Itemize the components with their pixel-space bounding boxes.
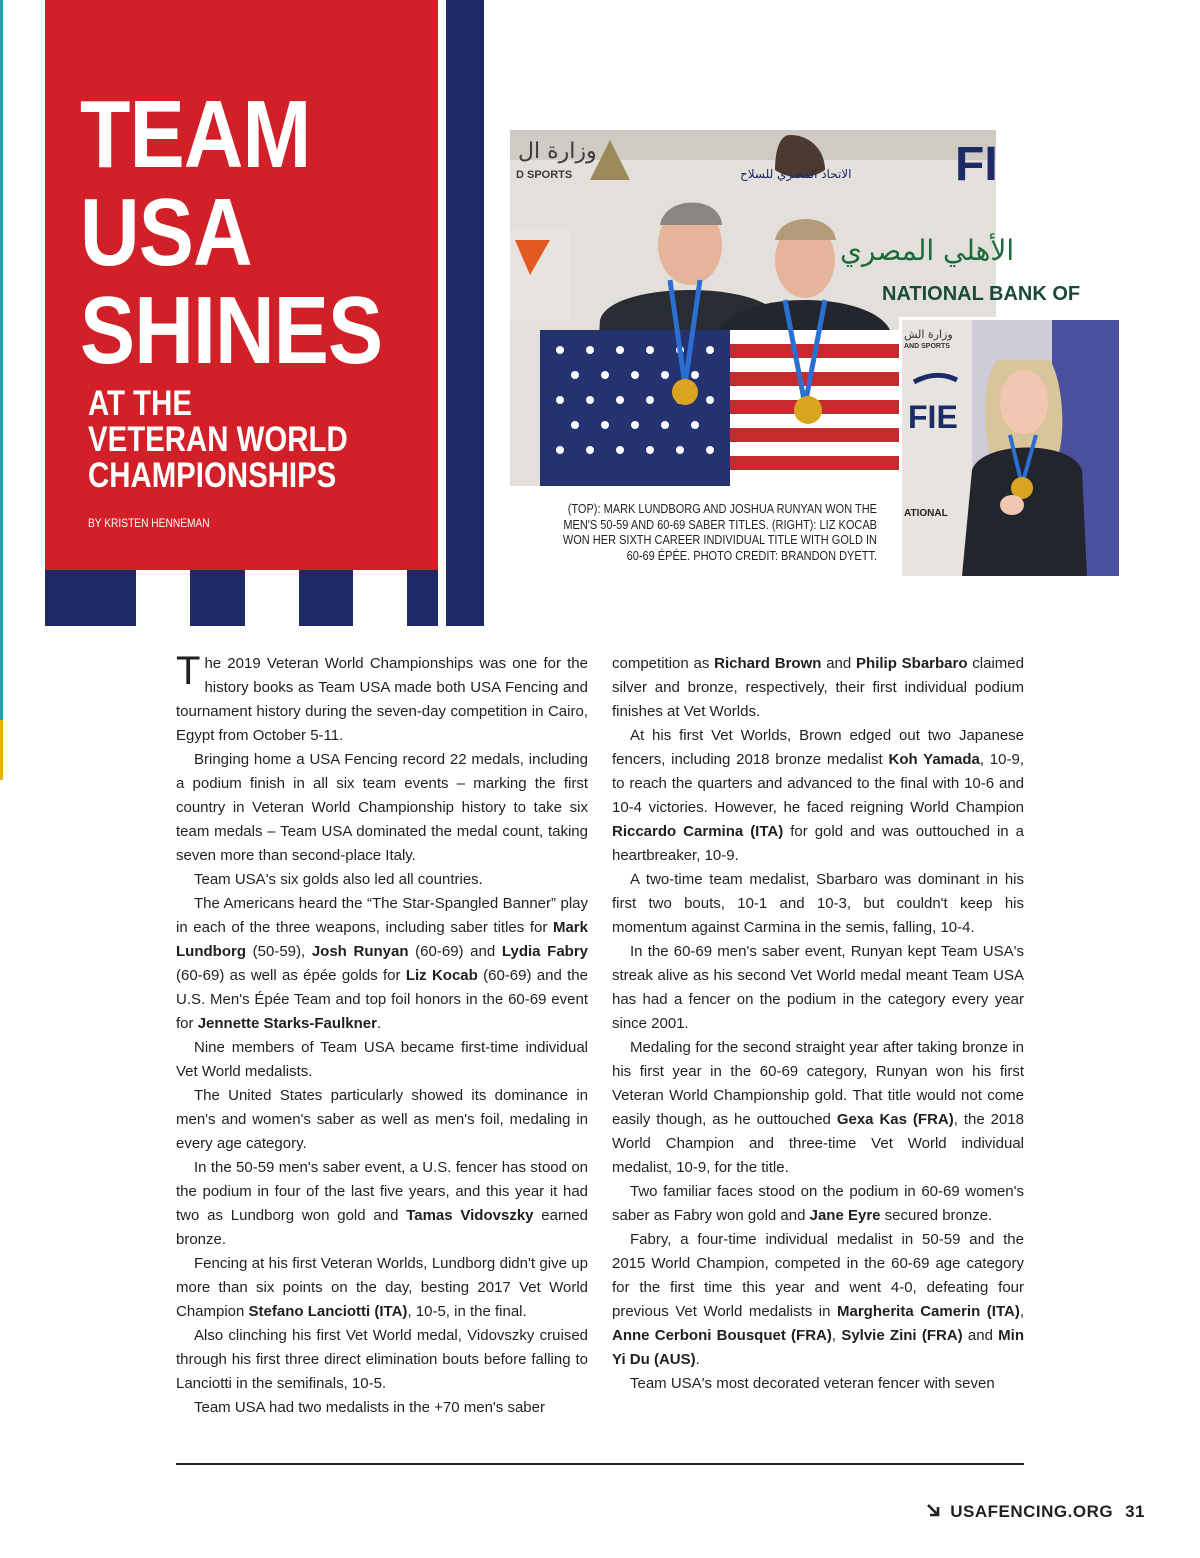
article-paragraph <box>176 1036 588 1084</box>
article-paragraph <box>612 724 1024 868</box>
headline-line: TEAM <box>80 81 311 188</box>
photo-kocab-epee <box>899 317 1116 573</box>
article-paragraph <box>176 892 588 1036</box>
flag-stripe <box>438 0 446 626</box>
paragraph-text: (50-59), <box>245 943 312 960</box>
paragraph-text: he 2019 Veteran World Championships was one for the history books as Team USA made both USA Fencing and tournament history during the seven-day competition in Cairo, Egypt from October 5-11. <box>176 655 588 744</box>
paragraph-text: Team USA had two medalists in the +70 men's saber <box>194 1399 545 1416</box>
paragraph-text: (60-69) and <box>408 943 502 960</box>
paragraph-text: , the 2018 World Champion and three-time Vet World individual medalist, 10-9, for the title. <box>612 1111 1024 1176</box>
photo-caption: (TOP): MARK LUNDBORG AND JOSHUA RUNYAN WON THE MEN'S 50-59 AND 60-69 SABER TITLES. (RIGHT): LIZ KOCAB WON HER SIXTH CAREER INDIVIDUAL TITLE WITH GOLD IN 60-69 ÉPÉE. PHOTO CREDIT: BRANDON DYETT. <box>562 502 877 563</box>
athlete-name: Josh Runyan <box>311 943 409 960</box>
athlete-name: Min Yi Du (AUS) <box>612 1327 1024 1368</box>
athlete-name: Liz Kocab <box>405 967 478 984</box>
backdrop-text: وزارة الش <box>904 328 953 341</box>
article-paragraph <box>176 649 588 748</box>
paragraph-text: Also clinching his first Vet World medal, Vidovszky cruised through his first three direct elimination bouts before falling to Lanciotti in the semifinals, 10-5. <box>176 1327 588 1392</box>
article-paragraph <box>612 940 1024 1036</box>
headline-line: SHINES <box>80 277 383 384</box>
backdrop-text: AND SPORTS <box>904 343 950 350</box>
paragraph-text: , <box>1019 1303 1024 1320</box>
article-paragraph <box>612 1372 1024 1396</box>
paragraph-text: Bringing home a USA Fencing record 22 medals, including a podium finish in all six team events – marking the first country in Veteran World Championship history to take six team medals – Team USA dominated the medal count, taking seven more than second-place Italy. <box>176 751 588 864</box>
paragraph-text: and <box>821 655 857 672</box>
article-paragraph <box>612 1228 1024 1372</box>
article-paragraph <box>176 748 588 868</box>
headline-line: USA <box>80 179 252 286</box>
paragraph-text: The Americans heard the “The Star-Spangled Banner” play in each of the three weapons, including saber titles for <box>176 895 588 936</box>
article-paragraph <box>612 652 1024 724</box>
byline: BY KRISTEN HENNEMAN <box>88 516 210 530</box>
paragraph-text: Nine members of Team USA became first-time individual Vet World medalists. <box>176 1039 588 1080</box>
backdrop-text: ATIONAL <box>904 508 948 519</box>
page-edge-teal <box>0 0 3 720</box>
athlete-name: Koh Yamada <box>888 751 980 768</box>
athlete-name: Riccardo Carmina (ITA) <box>612 823 784 840</box>
article-column-right <box>612 652 1024 1396</box>
paragraph-text: competition as <box>612 655 715 672</box>
athlete-name: Philip Sbarbaro <box>856 655 968 672</box>
backdrop-text: D SPORTS <box>516 169 573 181</box>
paragraph-text: , 10-9, to reach the quarters and advanced to the final with 10-6 and 10-4 victories. However, he faced reigning World Champion <box>612 751 1024 816</box>
article-paragraph <box>176 1396 588 1420</box>
paragraph-text: , <box>831 1327 842 1344</box>
article-column-left <box>176 649 589 1420</box>
paragraph-text: Medaling for the second straight year after taking bronze in his first year in the 60-69 category, Runyan won his first Veteran World Championship gold. That title would not come easily though, as he outtouched <box>612 1039 1024 1128</box>
backdrop-text: FI <box>955 138 998 191</box>
backdrop-text: الأهلي المصري <box>840 234 1015 267</box>
article-paragraph <box>612 1036 1024 1180</box>
page-number: 31 <box>1125 1502 1145 1521</box>
athlete-name: Anne Cerboni Bousquet (FRA) <box>612 1327 832 1344</box>
article-paragraph <box>176 1084 588 1156</box>
athlete-name: Mark Lundborg <box>176 919 588 960</box>
backdrop-text: FIE <box>908 399 958 435</box>
paragraph-text: Fabry, a four-time individual medalist in 50-59 and the 2015 World Champion, competed in the 60-69 age category for the first time this year and went 4-0, defeating four previous Vet World medalists in <box>612 1231 1024 1320</box>
paragraph-text: secured bronze. <box>880 1207 993 1224</box>
paragraph-text: and <box>962 1327 999 1344</box>
page-edge-yellow <box>0 720 3 780</box>
paragraph-text: Team USA's six golds also led all countries. <box>194 871 483 888</box>
paragraph-text: The United States particularly showed its dominance in men's and women's saber as well as men's foil, medaling in every age category. <box>176 1087 588 1152</box>
subheadline-line: CHAMPIONSHIPS <box>88 456 337 495</box>
paragraph-text: for gold and was outtouched in a heartbreaker, 10-9. <box>612 823 1024 864</box>
paragraph-text: Team USA's most decorated veteran fencer with seven <box>630 1375 995 1392</box>
athlete-name: Margherita Camerin (ITA) <box>837 1303 1020 1320</box>
subheadline-line: AT THE <box>88 384 192 423</box>
paragraph-text: (60-69) and the U.S. Men's Épée Team and top foil honors in the 60-69 event for <box>176 967 588 1032</box>
paragraph-text: earned bronze. <box>176 1207 588 1248</box>
photo-illustration <box>902 320 1119 576</box>
drop-cap: T <box>176 649 201 693</box>
paragraph-text: A two-time team medalist, Sbarbaro was dominant in his first two bouts, 10-1 and 10-3, but couldn't keep his momentum against Carmina in the semis, falling, 10-4. <box>612 871 1024 936</box>
paragraph-text: (60-69) as well as épée golds for <box>176 967 406 984</box>
article-paragraph <box>612 868 1024 940</box>
page-footer <box>926 1502 1145 1522</box>
paragraph-text: In the 50-59 men's saber event, a U.S. fencer has stood on the podium in four of the last five years, and this year it had two as Lundborg won gold and <box>176 1159 588 1224</box>
backdrop-text: وزارة ال <box>518 139 597 164</box>
athlete-name: Jane Eyre <box>809 1207 881 1224</box>
article-paragraph <box>176 868 588 892</box>
subheadline <box>88 386 365 494</box>
arrow-down-right-icon <box>926 1502 940 1522</box>
backdrop-text: NATIONAL BANK OF <box>882 283 1081 305</box>
paragraph-text: In the 60-69 men's saber event, Runyan kept Team USA's streak alive as his second Vet World medal meant Team USA has had a fencer on the podium in the category every year since 2001. <box>612 943 1024 1032</box>
paragraph-text: claimed silver and bronze, respectively, their first individual podium finishes at Vet Worlds. <box>612 655 1024 720</box>
athlete-name: Jennette Starks-Faulkner <box>197 1015 377 1032</box>
footer-rule <box>176 1463 1024 1465</box>
subheadline-line: VETERAN WORLD <box>88 420 348 459</box>
paragraph-text: , 10-5, in the final. <box>407 1303 527 1320</box>
paragraph-text: . <box>376 1015 382 1032</box>
article-paragraph <box>612 1180 1024 1228</box>
athlete-name: Lydia Fabry <box>501 943 589 960</box>
athlete-name: Sylvie Zini (FRA) <box>841 1327 963 1344</box>
footer-site-link[interactable]: USAFENCING.ORG <box>950 1502 1114 1521</box>
athlete-name: Gexa Kas (FRA) <box>836 1111 954 1128</box>
athlete-name: Stefano Lanciotti (ITA) <box>248 1303 408 1320</box>
paragraph-text: Fencing at his first Veteran Worlds, Lundborg didn't give up more than six points on the day, besting 2017 Vet World Champion <box>176 1255 588 1320</box>
headline <box>80 81 390 384</box>
paragraph-text: At his first Vet Worlds, Brown edged out two Japanese fencers, including 2018 bronze medalist <box>612 727 1024 768</box>
paragraph-text: . <box>695 1351 700 1368</box>
article-paragraph <box>176 1156 588 1252</box>
athlete-name: Richard Brown <box>714 655 822 672</box>
paragraph-text: Two familiar faces stood on the podium in 60-69 women's saber as Fabry won gold and <box>612 1183 1024 1224</box>
athlete-name: Tamas Vidovszky <box>406 1207 534 1224</box>
backdrop-text: الاتحاد المصري للسلاح <box>740 167 852 181</box>
article-paragraph <box>176 1252 588 1324</box>
article-paragraph <box>176 1324 588 1396</box>
